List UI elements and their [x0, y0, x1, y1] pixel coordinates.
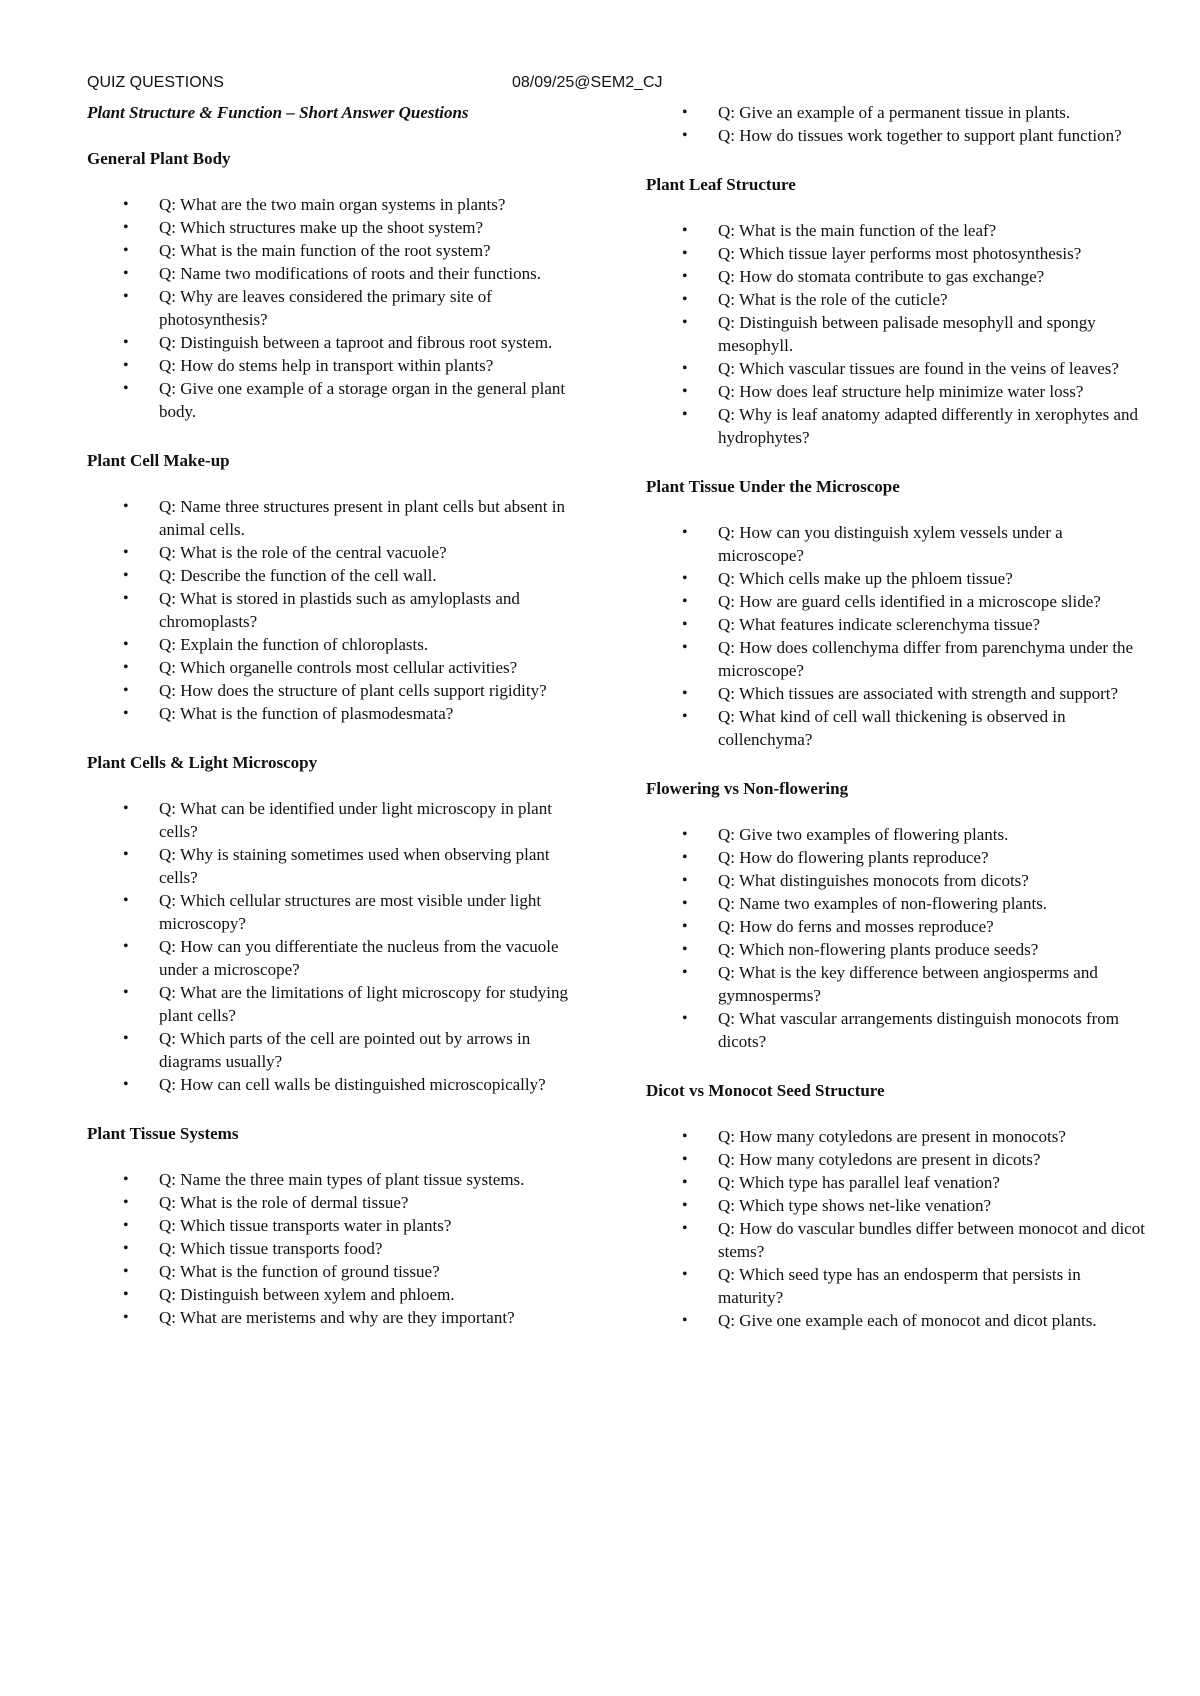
question-item: • Q: Distinguish between xylem and phloem. [87, 1283, 587, 1306]
section-heading-general-plant-body: General Plant Body [87, 149, 231, 168]
question-item: • Q: How do ferns and mosses reproduce? [646, 915, 1146, 938]
question-item: • Q: What is the role of dermal tissue? [87, 1191, 587, 1214]
question-item: • Q: Name two examples of non-flowering plants. [646, 892, 1146, 915]
question-item: • Q: Why is leaf anatomy adapted differently in xerophytes and hydrophytes? [646, 403, 1146, 449]
question-item: • Q: What kind of cell wall thickening is observed in collenchyma? [646, 705, 1146, 751]
question-item: • Q: What are meristems and why are they important? [87, 1306, 587, 1329]
question-item: • Q: Give an example of a permanent tissue in plants. [646, 101, 1146, 124]
question-item: • Q: Which vascular tissues are found in the veins of leaves? [646, 357, 1146, 380]
question-item: • Q: Why is staining sometimes used when observing plant cells? [87, 843, 587, 889]
right-column [646, 101, 1146, 1358]
header-date-code: 08/09/25@SEM2_CJ [512, 74, 663, 91]
left-column [87, 101, 587, 1355]
question-item: • Q: What can be identified under light microscopy in plant cells? [87, 797, 587, 843]
question-item: • Q: Name the three main types of plant tissue systems. [87, 1168, 587, 1191]
question-item: • Q: How do vascular bundles differ between monocot and dicot stems? [646, 1217, 1146, 1263]
question-item: • Q: How can cell walls be distinguished microscopically? [87, 1073, 587, 1096]
question-item: • Q: What is stored in plastids such as amyloplasts and chromoplasts? [87, 587, 587, 633]
question-list [87, 1168, 587, 1329]
question-item: • Q: Distinguish between a taproot and fibrous root system. [87, 331, 587, 354]
document-title: Plant Structure & Function – Short Answer Questions [87, 103, 469, 122]
question-item: • Q: Why are leaves considered the primary site of photosynthesis? [87, 285, 587, 331]
question-item: • Q: How can you distinguish xylem vessels under a microscope? [646, 521, 1146, 567]
question-item: • Q: What is the function of plasmodesmata? [87, 702, 587, 725]
question-item: • Q: What vascular arrangements distinguish monocots from dicots? [646, 1007, 1146, 1053]
question-list [646, 521, 1146, 751]
question-item: • Q: How does collenchyma differ from parenchyma under the microscope? [646, 636, 1146, 682]
question-item: • Q: What is the main function of the leaf? [646, 219, 1146, 242]
question-item: • Q: Which cellular structures are most visible under light microscopy? [87, 889, 587, 935]
question-item: • Q: Which tissues are associated with strength and support? [646, 682, 1146, 705]
question-list [646, 823, 1146, 1053]
section-heading-plant-tissue-under-the-microscope: Plant Tissue Under the Microscope [646, 477, 900, 496]
question-item: • Q: How many cotyledons are present in monocots? [646, 1125, 1146, 1148]
question-item: • Q: Which structures make up the shoot system? [87, 216, 587, 239]
header-quiz-label: QUIZ QUESTIONS [87, 74, 224, 91]
question-item: • Q: Name two modifications of roots and their functions. [87, 262, 587, 285]
question-list [87, 193, 587, 423]
section-heading-plant-cells-light-microscopy: Plant Cells & Light Microscopy [87, 753, 318, 772]
question-item: • Q: Which non-flowering plants produce seeds? [646, 938, 1146, 961]
question-item: • Q: Which cells make up the phloem tissue? [646, 567, 1146, 590]
question-item: • Q: Give two examples of flowering plants. [646, 823, 1146, 846]
question-item: • Q: How are guard cells identified in a microscope slide? [646, 590, 1146, 613]
question-item: • Q: Give one example each of monocot and dicot plants. [646, 1309, 1146, 1332]
question-list [646, 101, 1146, 147]
question-item: • Q: Which seed type has an endosperm that persists in maturity? [646, 1263, 1146, 1309]
question-item: • Q: What is the role of the cuticle? [646, 288, 1146, 311]
question-item: • Q: Which type has parallel leaf venation? [646, 1171, 1146, 1194]
question-item: • Q: Describe the function of the cell wall. [87, 564, 587, 587]
question-item: • Q: What is the function of ground tissue? [87, 1260, 587, 1283]
question-item: • Q: How can you differentiate the nucleus from the vacuole under a microscope? [87, 935, 587, 981]
question-item: • Q: Which tissue transports water in plants? [87, 1214, 587, 1237]
question-list [87, 495, 587, 725]
question-item: • Q: What is the main function of the root system? [87, 239, 587, 262]
question-list [646, 1125, 1146, 1332]
question-item: • Q: Which tissue layer performs most photosynthesis? [646, 242, 1146, 265]
section-heading-flowering-vs-non-flowering: Flowering vs Non-flowering [646, 779, 849, 798]
question-list [87, 797, 587, 1096]
question-item: • Q: How do flowering plants reproduce? [646, 846, 1146, 869]
question-item: • Q: How many cotyledons are present in dicots? [646, 1148, 1146, 1171]
question-item: • Q: How do tissues work together to support plant function? [646, 124, 1146, 147]
question-item: • Q: Which type shows net-like venation? [646, 1194, 1146, 1217]
question-item: • Q: What are the limitations of light microscopy for studying plant cells? [87, 981, 587, 1027]
question-item: • Q: How do stems help in transport within plants? [87, 354, 587, 377]
question-item: • Q: What distinguishes monocots from dicots? [646, 869, 1146, 892]
question-item: • Q: How does the structure of plant cells support rigidity? [87, 679, 587, 702]
question-list [646, 219, 1146, 449]
section-heading-dicot-vs-monocot-seed-structure: Dicot vs Monocot Seed Structure [646, 1081, 885, 1100]
question-item: • Q: Name three structures present in plant cells but absent in animal cells. [87, 495, 587, 541]
section-heading-plant-tissue-systems: Plant Tissue Systems [87, 1124, 239, 1143]
question-item: • Q: Explain the function of chloroplasts. [87, 633, 587, 656]
question-item: • Q: Which organelle controls most cellular activities? [87, 656, 587, 679]
question-item: • Q: Distinguish between palisade mesophyll and spongy mesophyll. [646, 311, 1146, 357]
question-item: • Q: What are the two main organ systems in plants? [87, 193, 587, 216]
question-item: • Q: Which parts of the cell are pointed out by arrows in diagrams usually? [87, 1027, 587, 1073]
question-item: • Q: Give one example of a storage organ in the general plant body. [87, 377, 587, 423]
section-heading-plant-leaf-structure: Plant Leaf Structure [646, 175, 796, 194]
question-item: • Q: Which tissue transports food? [87, 1237, 587, 1260]
question-item: • Q: What features indicate sclerenchyma tissue? [646, 613, 1146, 636]
question-item: • Q: What is the role of the central vacuole? [87, 541, 587, 564]
question-item: • Q: How do stomata contribute to gas exchange? [646, 265, 1146, 288]
section-heading-plant-cell-make-up: Plant Cell Make-up [87, 451, 230, 470]
question-item: • Q: What is the key difference between angiosperms and gymnosperms? [646, 961, 1146, 1007]
question-item: • Q: How does leaf structure help minimize water loss? [646, 380, 1146, 403]
